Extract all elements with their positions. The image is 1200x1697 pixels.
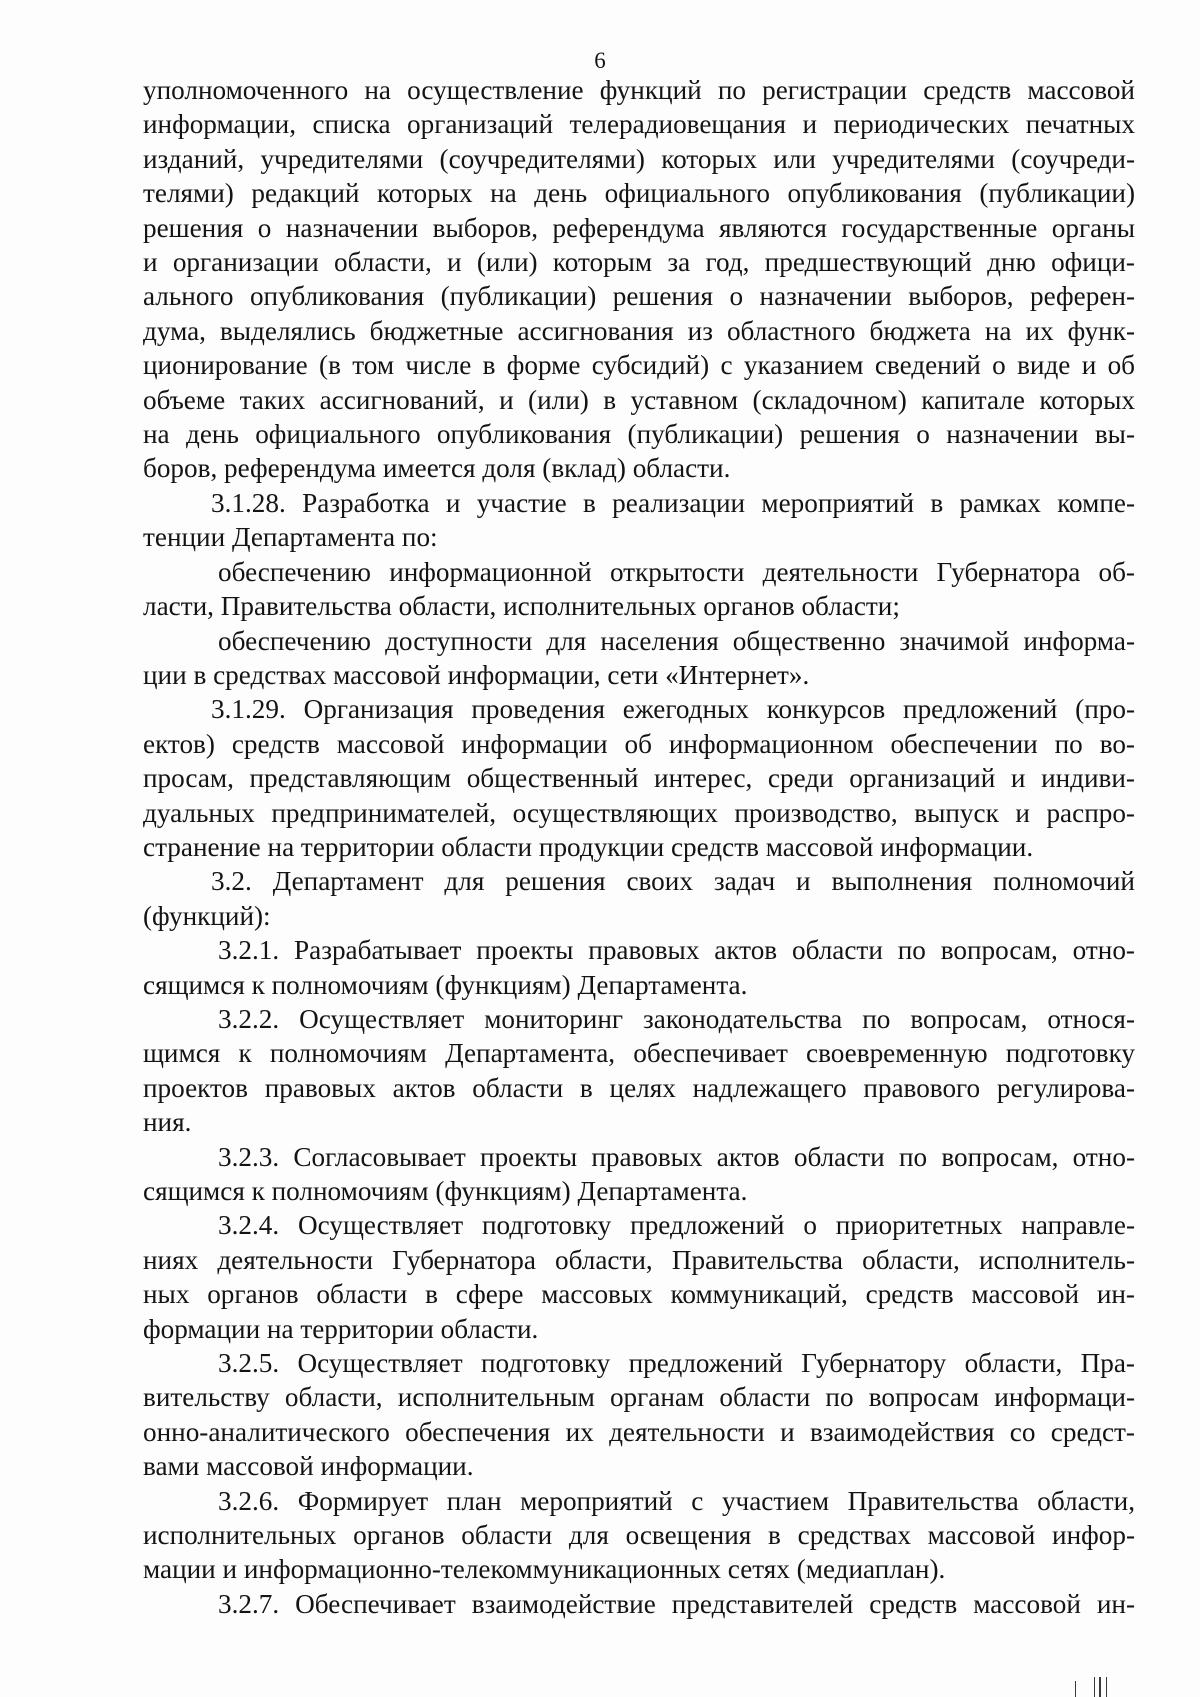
text-line: просам, представляющим общественный интерес, среди организаций и индиви- [143,763,1135,794]
text-line: дуальных предпринимателей, осуществляющих производство, выпуск и распро- [143,797,1135,828]
text-line: сящимся к полномочиям (функциям) Департамента. [143,969,748,1000]
text-line: проектов правовых актов области в целях надлежащего правового регулирова- [143,1072,1135,1103]
text-line: 3.2.7. Обеспечивает взаимодействие представителей средств массовой ин- [218,1588,1135,1619]
scan-artifact [1075,1681,1076,1697]
text-line: объеме таких ассигнований, и (или) в уставном (складочном) капитале которых [143,384,1135,415]
text-line: вами массовой информации. [143,1451,474,1482]
text-line: обеспечению доступности для населения общественно значимой информа- [218,625,1135,656]
text-line: ального опубликования (публикации) решения о назначении выборов, референ- [143,281,1135,312]
text-line: ции в средствах массовой информации, сети «Интернет». [143,659,810,690]
paragraph-3-1-29 [143,692,1135,864]
paragraph-3-2-3 [143,1140,1135,1209]
text-line: ниях деятельности Губернатора области, Правительства области, исполнитель- [143,1244,1135,1275]
text-line: информации, списка организаций телерадиовещания и периодических печатных [143,109,1135,140]
text-line: изданий, учредителями (соучредителями) которых или учредителями (соучреди- [143,143,1135,174]
text-line: щимся к полномочиям Департамента, обеспечивает своевременную подготовку [143,1038,1135,1069]
text-line: 3.2.2. Осуществляет мониторинг законодательства по вопросам, относя- [218,1003,1135,1034]
scan-artifact [1106,1677,1107,1697]
text-line: и организации области, и (или) которым за год, предшествующий дню офици- [143,247,1135,278]
text-line: 3.2.6. Формирует план мероприятий с участием Правительства области, [218,1485,1135,1516]
text-line: уполномоченного на осуществление функций по регистрации средств массовой [143,75,1135,105]
paragraph-3-2 [143,864,1135,933]
paragraph-3-2-5 [143,1346,1135,1484]
text-line: ния. [143,1107,192,1138]
text-line: 3.2. Департамент для решения своих задач и выполнения полномочий [211,866,1135,897]
text-line: (функций): [143,900,271,931]
text-line: дума, выделялись бюджетные ассигнования из областного бюджета на их функ- [143,315,1135,346]
text-line: тенции Департамента по: [143,522,438,553]
text-line: ласти, Правительства области, исполнительных органов области; [143,591,900,622]
paragraph-3-2-1 [143,933,1135,1002]
paragraph-3-2-6 [143,1484,1135,1587]
text-line: мации и информационно-телекоммуникационных сетях (медиаплан). [143,1554,946,1585]
text-line: боров, референдума имеется доля (вклад) области. [143,453,731,484]
text-line: 3.2.1. Разрабатывает проекты правовых актов области по вопросам, отно- [218,935,1135,966]
scan-artifact [1099,1677,1101,1697]
text-line: решения о назначении выборов, референдума являются государственные органы [143,212,1135,243]
text-line: 3.2.5. Осуществляет подготовку предложений Губернатору области, Пра- [218,1348,1135,1379]
text-line: формации на территории области. [143,1313,539,1344]
paragraph-3-1-28 [143,486,1135,555]
text-line: исполнительных органов области для освещения в средствах массовой инфор- [143,1520,1135,1551]
text-line: обеспечению информационной открытости деятельности Губернатора об- [218,556,1135,587]
text-line: ных органов области в сфере массовых коммуникаций, средств массовой ин- [143,1279,1135,1310]
text-line: онно-аналитического обеспечения их деятельности и взаимодействия со средст- [143,1416,1135,1447]
text-line: ционирование (в том числе в форме субсидий) с указанием сведений о виде и об [143,350,1135,381]
text-line: телями) редакций которых на день официального опубликования (публикации) [143,178,1135,209]
page-number: 6 [594,48,606,73]
paragraph-3-2-7 [143,1587,1135,1621]
text-line: ектов) средств массовой информации об информационном обеспечении по во- [143,728,1135,759]
text-line: 3.2.4. Осуществляет подготовку предложений о приоритетных направле- [218,1210,1135,1241]
text-line: на день официального опубликования (публикации) решения о назначении вы- [143,419,1135,450]
text-line: 3.1.29. Организация проведения ежегодных конкурсов предложений (про- [211,694,1135,725]
paragraph-openness [143,555,1135,624]
text-line: вительству области, исполнительным органам области по вопросам информаци- [143,1382,1135,1413]
paragraph-continuation [143,73,1135,486]
text-line: сящимся к полномочиям (функциям) Департамента. [143,1176,748,1206]
text-line: 3.2.3. Согласовывает проекты правовых актов области по вопросам, отно- [218,1141,1135,1172]
paragraph-3-2-4 [143,1208,1135,1346]
text-line: странение на территории области продукции средств массовой информации. [143,831,1034,862]
text-line: 3.1.28. Разработка и участие в реализации мероприятий в рамках компе- [211,487,1135,518]
document-body [143,73,1135,1621]
paragraph-accessibility [143,624,1135,693]
paragraph-3-2-2 [143,1002,1135,1140]
scan-artifact [1094,1677,1095,1697]
